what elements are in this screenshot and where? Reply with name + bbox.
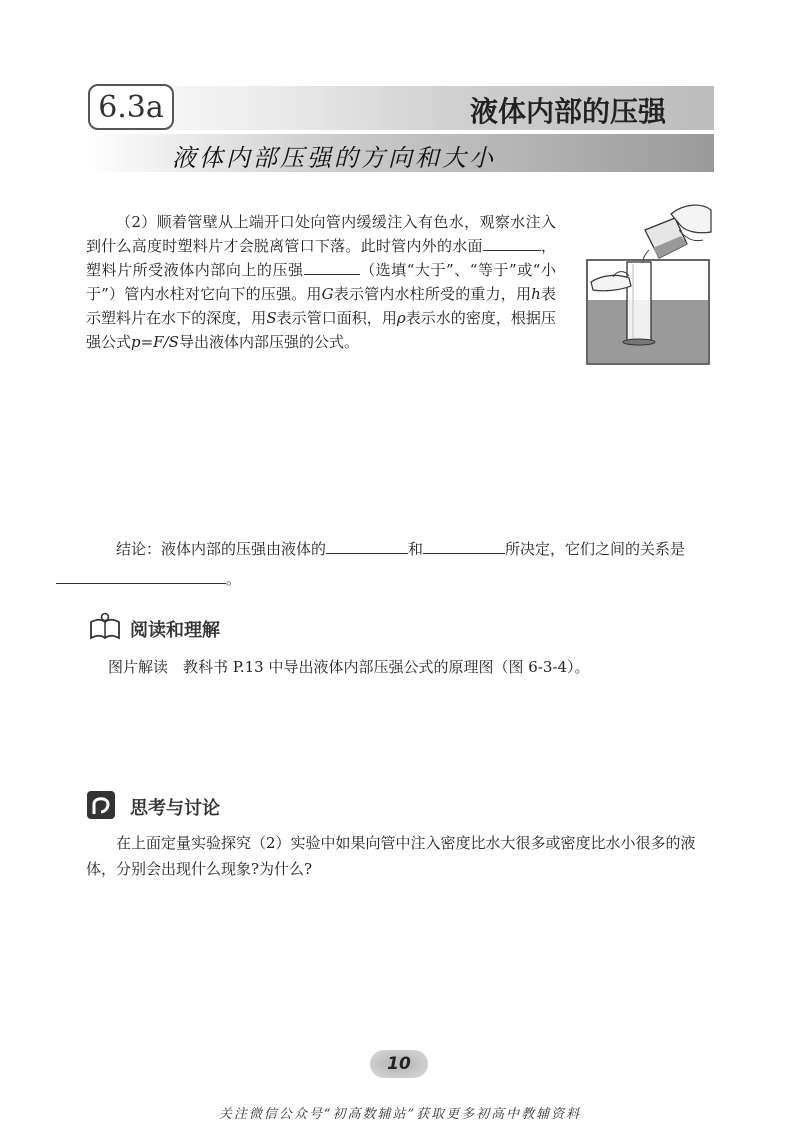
- text-span: 表示管内水柱所受的重力，用: [333, 285, 532, 303]
- text-span: 表示水的密度，根据压强公式: [86, 309, 556, 351]
- text-span: 导出液体内部压强的公式。: [178, 333, 359, 351]
- formula: p=F/S: [131, 333, 179, 351]
- blank-pressure-compare: [304, 274, 360, 275]
- text-span: 表示管口面积，用: [276, 309, 397, 327]
- text-span: 和: [408, 540, 424, 558]
- text-span: （选填“大于”、“等于”或“小于”）管内水柱对它向下的压强。用: [86, 261, 556, 303]
- blank-relation: [56, 583, 226, 584]
- blank-factor-2: [423, 553, 505, 554]
- text-span: 表示塑料片在水下的深度，用: [86, 285, 556, 327]
- var-rho: ρ: [396, 309, 406, 327]
- var-h: h: [531, 285, 541, 303]
- blank-factor-1: [326, 553, 408, 554]
- footer-note: 关注微信公众号“初高数辅站”获取更多初高中教辅资料: [218, 1107, 582, 1122]
- blank-water-level: [483, 250, 541, 251]
- page-title: 液体内部的压强: [469, 95, 666, 128]
- discussion-text: 在上面定量实验探究（2）实验中如果向管中注入密度比水大很多或密度比水小很多的液体，分别会出现什么现象?为什么?: [86, 834, 696, 878]
- conclusion: [86, 534, 716, 594]
- section-badge: 6.3a: [88, 84, 174, 130]
- page-number: 10: [370, 1050, 428, 1078]
- book-reading-icon: [88, 612, 122, 642]
- reading-title: 阅读和理解: [130, 620, 220, 641]
- discussion-head-icon: [86, 790, 116, 820]
- var-g: G: [321, 285, 334, 303]
- text-span: 所决定，它们之间的关系是: [505, 540, 686, 558]
- text-span: 。: [226, 570, 242, 588]
- text-span: 结论：液体内部的压强由液体的: [116, 540, 327, 558]
- experiment-paragraph: [86, 210, 556, 354]
- var-s: S: [266, 309, 277, 327]
- text-span: （2）顺着管壁从上端开口处向管内缓缓注入有色水，观察水注入到什么高度时塑料片才会脱离管口下落。此时管内外的水面: [86, 213, 556, 255]
- text-span: ，塑料片所受液体内部向上的压强: [86, 237, 556, 279]
- experiment-illustration: [583, 200, 713, 368]
- discussion-title: 思考与讨论: [130, 798, 220, 819]
- page-subtitle: 液体内部压强的方向和大小: [172, 144, 496, 172]
- reading-text: 图片解读 教科书 P.13 中导出液体内部压强公式的原理图（图 6-3-4）。: [108, 658, 590, 676]
